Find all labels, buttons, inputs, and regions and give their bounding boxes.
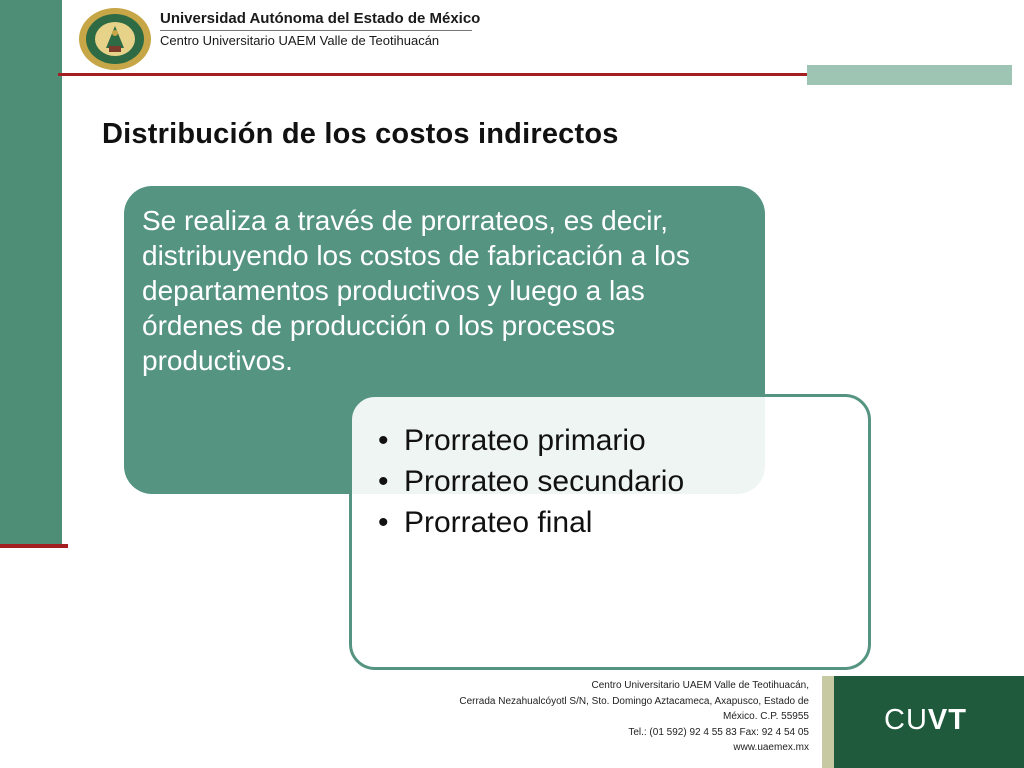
footer-line: Cerrada Nezahualcóyotl S/N, Sto. Domingo Aztacameca, Axapusco, Estado de bbox=[459, 695, 809, 707]
cuvt-logo: CUVT bbox=[884, 704, 967, 736]
left-accent-bar bbox=[0, 0, 62, 545]
footer-website: www.uaemex.mx bbox=[733, 742, 809, 753]
bullet-item: • Prorrateo secundario bbox=[378, 465, 685, 498]
university-seal-logo bbox=[76, 6, 154, 72]
bullet-item: • Prorrateo primario bbox=[378, 424, 646, 457]
bullet-list bbox=[378, 420, 684, 543]
main-content-text: Se realiza a través de prorrateos, es decir, distribuyendo los costos de fabricación a los departamentos productivos y luego a las órdenes de producción o los procesos productivos. bbox=[142, 205, 690, 376]
campus-name: Centro Universitario UAEM Valle de Teotihuacán bbox=[160, 33, 440, 48]
footer-line: México. C.P. 55955 bbox=[723, 711, 809, 722]
university-name: Universidad Autónoma del Estado de México bbox=[160, 10, 481, 27]
footer-line: Centro Universitario UAEM Valle de Teotihuacán, bbox=[591, 680, 809, 691]
slide-title: Distribución de los costos indirectos bbox=[102, 118, 619, 150]
left-accent-red-line bbox=[0, 544, 68, 548]
cuvt-logo-stripe bbox=[822, 676, 834, 768]
footer-line: Tel.: (01 592) 92 4 55 83 Fax: 92 4 54 05 bbox=[628, 726, 809, 738]
header-accent-block bbox=[807, 65, 1012, 85]
footer-address bbox=[459, 678, 809, 756]
bullet-item: • Prorrateo final bbox=[378, 506, 593, 539]
header-name-rule bbox=[160, 30, 472, 31]
